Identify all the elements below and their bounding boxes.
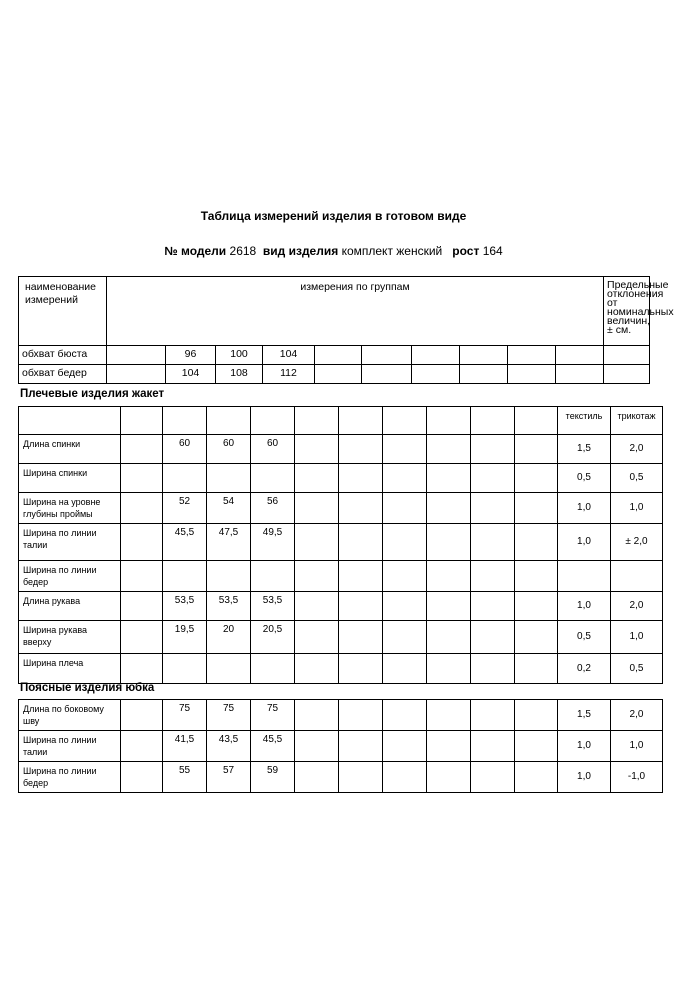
value-cell: 55	[163, 762, 207, 793]
value-cell	[163, 561, 207, 592]
textile-tolerance-cell: 1,0	[558, 731, 611, 762]
empty-cell	[121, 435, 163, 464]
empty-cell	[515, 561, 558, 592]
value-cell	[163, 464, 207, 493]
skirt-table	[18, 699, 663, 793]
value-cell: 45,5	[251, 731, 295, 762]
table-row	[19, 621, 663, 654]
model-number: 2618	[229, 244, 257, 258]
empty-cell	[471, 435, 515, 464]
empty-cell	[295, 435, 339, 464]
knit-tolerance-cell: 1,0	[611, 731, 663, 762]
empty-cell	[383, 762, 427, 793]
empty-cell	[515, 524, 558, 561]
value-cell: 60	[251, 435, 295, 464]
value-cell: 41,5	[163, 731, 207, 762]
table-row	[19, 435, 663, 464]
empty-cell	[295, 493, 339, 524]
textile-tolerance-cell: 1,5	[558, 700, 611, 731]
value-cell: 56	[251, 493, 295, 524]
empty-cell	[121, 654, 163, 684]
textile-tolerance-cell: 1,0	[558, 592, 611, 621]
empty-cell	[295, 731, 339, 762]
knit-tolerance-cell: 0,5	[611, 654, 663, 684]
type-label: вид изделия	[262, 244, 339, 258]
value-cell	[251, 464, 295, 493]
empty-cell	[121, 524, 163, 561]
row-label: Ширина рукава вверху	[19, 621, 121, 654]
textile-tolerance-cell: 0,5	[558, 464, 611, 493]
row-label: Ширина спинки	[19, 464, 121, 493]
value-cell: 112	[263, 365, 315, 384]
empty-cell	[383, 654, 427, 684]
empty-cell	[515, 435, 558, 464]
knit-tolerance-cell: ± 2,0	[611, 524, 663, 561]
table-row	[19, 654, 663, 684]
value-cell: 20	[207, 621, 251, 654]
empty-cell	[383, 621, 427, 654]
height-label: рост	[452, 244, 480, 258]
empty-cell	[471, 621, 515, 654]
empty-cell	[427, 731, 471, 762]
value-cell: 75	[251, 700, 295, 731]
value-cell: 53,5	[163, 592, 207, 621]
value-cell: 53,5	[251, 592, 295, 621]
empty-cell	[339, 654, 383, 684]
empty-cell	[383, 464, 427, 493]
model-label: № модели	[164, 244, 227, 258]
textile-tolerance-cell: 1,0	[558, 524, 611, 561]
empty-cell	[471, 493, 515, 524]
empty-cell	[295, 524, 339, 561]
jacket-section-title: Плечевые изделия жакет	[20, 388, 165, 400]
empty-cell	[383, 700, 427, 731]
empty-cell	[339, 731, 383, 762]
empty-cell	[383, 592, 427, 621]
table-row	[19, 731, 663, 762]
empty-cell	[515, 621, 558, 654]
value-cell	[251, 654, 295, 684]
empty-cell	[427, 654, 471, 684]
value-cell: 60	[207, 435, 251, 464]
value-cell: 52	[163, 493, 207, 524]
knit-tolerance-cell: 2,0	[611, 592, 663, 621]
row-label: обхват бедер	[19, 365, 107, 384]
empty-cell	[471, 762, 515, 793]
empty-cell	[339, 762, 383, 793]
value-cell: 100	[216, 346, 263, 365]
row-label: Длина по боковому шву	[19, 700, 121, 731]
empty-cell	[121, 592, 163, 621]
empty-cell	[295, 621, 339, 654]
value-cell: 54	[207, 493, 251, 524]
textile-header: текстиль	[558, 407, 611, 435]
empty-cell	[295, 592, 339, 621]
table-row	[19, 346, 650, 365]
empty-cell	[295, 464, 339, 493]
value-cell: 20,5	[251, 621, 295, 654]
row-label: обхват бюста	[19, 346, 107, 365]
value-cell	[163, 654, 207, 684]
document-title: Таблица измерений изделия в готовом виде	[200, 209, 467, 223]
value-cell: 60	[163, 435, 207, 464]
row-label: Ширина по линии бедер	[19, 762, 121, 793]
empty-cell	[339, 700, 383, 731]
empty-cell	[383, 435, 427, 464]
value-cell: 19,5	[163, 621, 207, 654]
value-cell: 47,5	[207, 524, 251, 561]
height-value: 164	[482, 244, 503, 258]
empty-cell	[427, 561, 471, 592]
row-label: Ширина по линии талии	[19, 524, 121, 561]
name-header: наименование измерений	[19, 277, 107, 346]
empty-cell	[339, 561, 383, 592]
empty-cell	[427, 700, 471, 731]
textile-tolerance-cell: 0,5	[558, 621, 611, 654]
empty-cell	[427, 435, 471, 464]
textile-tolerance-cell: 1,5	[558, 435, 611, 464]
tolerance-header: Предельные отклонения от номинальных величин, ± см.	[604, 277, 650, 346]
empty-cell	[427, 762, 471, 793]
empty-cell	[471, 592, 515, 621]
value-cell: 57	[207, 762, 251, 793]
value-cell: 75	[163, 700, 207, 731]
empty-cell	[471, 700, 515, 731]
table-row	[19, 700, 663, 731]
document-subtitle	[0, 244, 667, 258]
textile-tolerance-cell: 0,2	[558, 654, 611, 684]
value-cell	[207, 654, 251, 684]
value-cell	[251, 561, 295, 592]
empty-cell	[295, 654, 339, 684]
table-row	[19, 493, 663, 524]
table-row	[19, 762, 663, 793]
table-row	[19, 561, 663, 592]
value-cell	[207, 464, 251, 493]
empty-cell	[427, 592, 471, 621]
row-label: Ширина по линии талии	[19, 731, 121, 762]
row-label: Длина спинки	[19, 435, 121, 464]
empty-cell	[121, 731, 163, 762]
empty-cell	[121, 561, 163, 592]
empty-cell	[515, 654, 558, 684]
table-row	[19, 524, 663, 561]
empty-cell	[427, 524, 471, 561]
empty-cell	[471, 654, 515, 684]
knit-tolerance-cell: 0,5	[611, 464, 663, 493]
empty-cell	[471, 561, 515, 592]
empty-cell	[339, 464, 383, 493]
row-label: Длина рукава	[19, 592, 121, 621]
empty-cell	[339, 592, 383, 621]
empty-cell	[339, 621, 383, 654]
empty-cell	[121, 700, 163, 731]
empty-cell	[515, 493, 558, 524]
value-cell: 104	[166, 365, 216, 384]
knit-tolerance-cell: 1,0	[611, 621, 663, 654]
textile-tolerance-cell	[558, 561, 611, 592]
empty-cell	[295, 762, 339, 793]
knit-tolerance-cell: 1,0	[611, 493, 663, 524]
empty-cell	[515, 464, 558, 493]
empty-cell	[471, 524, 515, 561]
empty-cell	[515, 731, 558, 762]
empty-cell	[121, 493, 163, 524]
table-row	[19, 592, 663, 621]
jacket-table	[18, 406, 663, 435]
empty-cell	[515, 592, 558, 621]
empty-cell	[121, 621, 163, 654]
value-cell: 45,5	[163, 524, 207, 561]
skirt-section-title: Поясные изделия юбка	[20, 682, 155, 694]
empty-cell	[427, 621, 471, 654]
value-cell: 53,5	[207, 592, 251, 621]
value-cell: 108	[216, 365, 263, 384]
empty-cell	[471, 464, 515, 493]
table-row	[19, 365, 650, 384]
knit-header: трикотаж	[611, 407, 663, 435]
textile-tolerance-cell: 1,0	[558, 762, 611, 793]
knit-tolerance-cell	[611, 561, 663, 592]
value-cell: 59	[251, 762, 295, 793]
value-cell: 96	[166, 346, 216, 365]
empty-cell	[515, 700, 558, 731]
table-row	[19, 464, 663, 493]
knit-tolerance-cell: 2,0	[611, 700, 663, 731]
jacket-rows-table	[18, 434, 663, 684]
empty-cell	[121, 762, 163, 793]
value-cell: 43,5	[207, 731, 251, 762]
empty-cell	[471, 731, 515, 762]
row-label: Ширина плеча	[19, 654, 121, 684]
value-cell: 49,5	[251, 524, 295, 561]
empty-cell	[295, 700, 339, 731]
groups-header: измерения по группам	[107, 277, 604, 346]
header-row	[19, 407, 663, 435]
empty-cell	[339, 493, 383, 524]
row-label: Ширина по линии бедер	[19, 561, 121, 592]
empty-cell	[427, 493, 471, 524]
empty-cell	[515, 762, 558, 793]
row-label: Ширина на уровне глубины проймы	[19, 493, 121, 524]
product-type: комплект женский	[341, 244, 443, 258]
value-cell: 75	[207, 700, 251, 731]
empty-cell	[427, 464, 471, 493]
empty-cell	[339, 435, 383, 464]
empty-cell	[383, 524, 427, 561]
knit-tolerance-cell: -1,0	[611, 762, 663, 793]
empty-cell	[295, 561, 339, 592]
textile-tolerance-cell: 1,0	[558, 493, 611, 524]
knit-tolerance-cell: 2,0	[611, 435, 663, 464]
empty-cell	[383, 731, 427, 762]
value-cell	[207, 561, 251, 592]
groups-table	[18, 276, 674, 384]
empty-cell	[383, 493, 427, 524]
value-cell: 104	[263, 346, 315, 365]
empty-cell	[121, 464, 163, 493]
empty-cell	[339, 524, 383, 561]
empty-cell	[383, 561, 427, 592]
